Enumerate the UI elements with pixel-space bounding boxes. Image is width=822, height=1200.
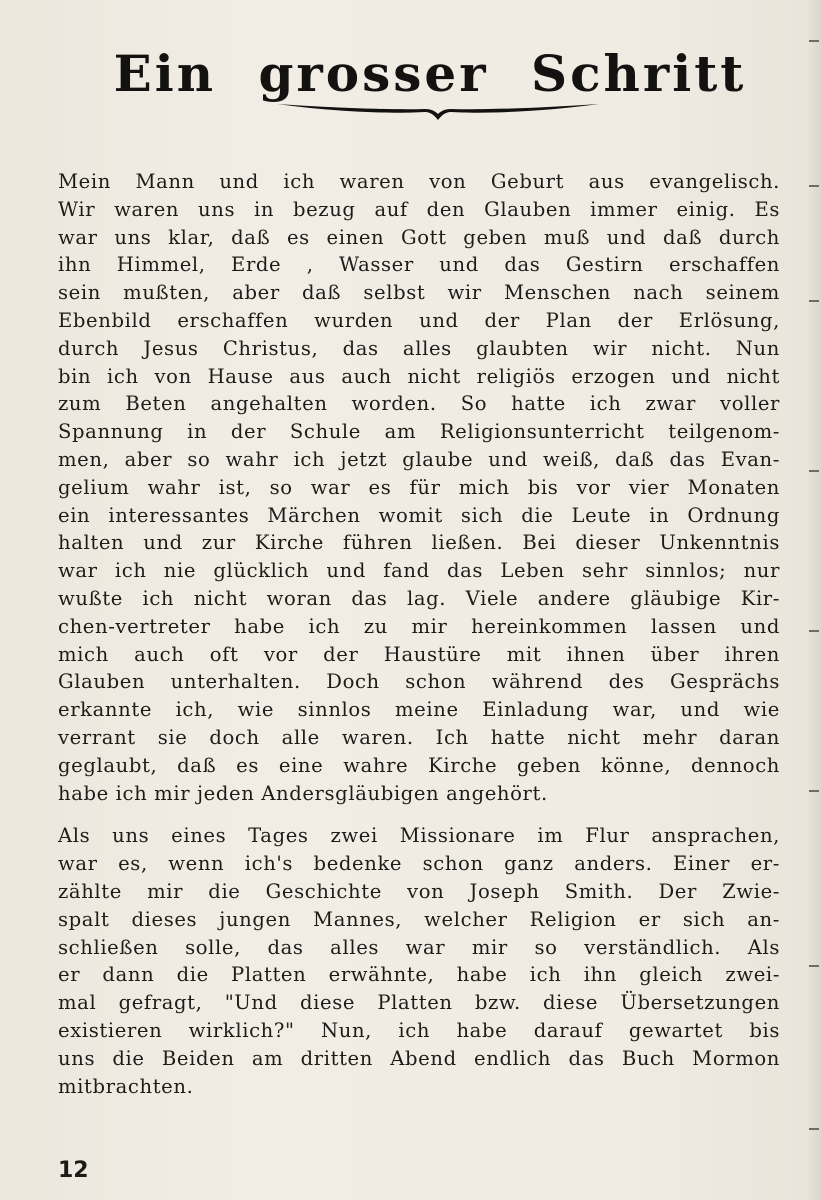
page-number: 12	[58, 1158, 89, 1183]
title-divider-ornament	[275, 98, 601, 124]
text-line: geglaubt, daß es eine wahre Kirche geben könne, dennoch	[58, 753, 780, 777]
text-line: Ebenbild erschaffen wurden und der Plan der Erlösung,	[58, 308, 780, 332]
page-edge-mark	[809, 790, 819, 792]
page-edge-mark	[809, 300, 819, 302]
page-edge-mark	[809, 1128, 819, 1130]
text-line: Wir waren uns in bezug auf den Glauben immer einig. Es	[58, 197, 780, 221]
page-edge-mark	[809, 185, 819, 187]
text-line: Spannung in der Schule am Religionsunterricht teilgenom-	[58, 420, 780, 444]
text-line: ihn Himmel, Erde , Wasser und das Gestirn erschaffen	[58, 253, 780, 277]
text-line: erkannte ich, wie sinnlos meine Einladung war, und wie	[58, 698, 780, 722]
text-line: schließen solle, das alles war mir so verständlich. Als	[58, 935, 780, 959]
text-line: habe ich mir jeden Andersgläubigen angehört.	[58, 781, 548, 805]
text-line: Als uns eines Tages zwei Missionare im Flur ansprachen,	[58, 824, 780, 848]
text-line: men, aber so wahr ich jetzt glaube und weiß, daß das Evan-	[58, 447, 780, 471]
text-line: bin ich von Hause aus auch nicht religiös erzogen und nicht	[58, 364, 780, 388]
text-line: mal gefragt, "Und diese Platten bzw. diese Übersetzungen	[58, 991, 780, 1015]
text-line: er dann die Platten erwähnte, habe ich ihn gleich zwei-	[58, 963, 780, 987]
paragraph	[58, 822, 780, 1100]
text-line: halten und zur Kirche führen ließen. Bei dieser Unkenntnis	[58, 531, 780, 555]
page-edge-mark	[809, 40, 819, 42]
text-line: chen-vertreter habe ich zu mir hereinkommen lassen und	[58, 614, 780, 638]
page-edge-mark	[809, 470, 819, 472]
text-line: durch Jesus Christus, das alles glaubten wir nicht. Nun	[58, 336, 780, 360]
text-line: war ich nie glücklich und fand das Leben sehr sinnlos; nur	[58, 559, 780, 583]
article-body	[58, 168, 780, 1100]
text-line: war uns klar, daß es einen Gott geben muß und daß durch	[58, 225, 780, 249]
text-line: gelium wahr ist, so war es für mich bis vor vier Monaten	[58, 475, 780, 499]
text-line: ein interessantes Märchen womit sich die Leute in Ordnung	[58, 503, 780, 527]
article-title: Ein grosser Schritt	[113, 43, 747, 103]
text-line: existieren wirklich?" Nun, ich habe darauf gewartet bis	[58, 1018, 780, 1042]
text-line: spalt dieses jungen Mannes, welcher Religion er sich an-	[58, 907, 780, 931]
page-edge-shadow	[806, 0, 822, 1200]
text-line: uns die Beiden am dritten Abend endlich das Buch Mormon	[58, 1046, 780, 1070]
page-edge-mark	[809, 630, 819, 632]
text-line: zum Beten angehalten worden. So hatte ich zwar voller	[58, 392, 780, 416]
paragraph	[58, 168, 780, 807]
text-line: mich auch oft vor der Haustüre mit ihnen über ihren	[58, 642, 780, 666]
text-line: mitbrachten.	[58, 1074, 194, 1098]
text-line: sein mußten, aber daß selbst wir Menschen nach seinem	[58, 281, 780, 305]
text-line: zählte mir die Geschichte von Joseph Smith. Der Zwie-	[58, 879, 780, 903]
text-line: war es, wenn ich's bedenke schon ganz anders. Einer er-	[58, 852, 780, 876]
page-edge-mark	[809, 965, 819, 967]
text-line: Glauben unterhalten. Doch schon während des Gesprächs	[58, 670, 780, 694]
text-line: wußte ich nicht woran das lag. Viele andere gläubige Kir-	[58, 586, 780, 610]
paragraph-gap	[58, 807, 780, 822]
text-line: Mein Mann und ich waren von Geburt aus evangelisch.	[58, 170, 780, 193]
text-line: verrant sie doch alle waren. Ich hatte nicht mehr daran	[58, 725, 780, 749]
